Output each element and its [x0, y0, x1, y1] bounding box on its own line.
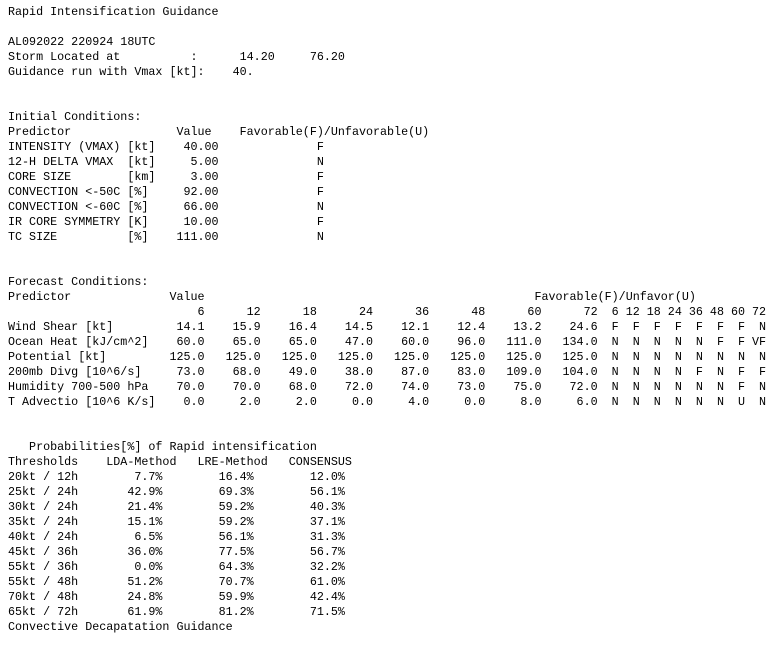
guidance-text-report	[8, 5, 766, 635]
probability-row: 35kt / 24h 15.1% 59.2% 37.1%	[8, 515, 345, 529]
initial-conditions-row: CORE SIZE [km] 3.00 F	[8, 170, 324, 184]
blank-line	[8, 80, 766, 95]
storm-id-line: AL092022 220924 18UTC	[8, 35, 156, 49]
blank-line	[8, 20, 766, 35]
blank-line	[8, 95, 766, 110]
forecast-conditions-header: Predictor Value Favorable(F)/Unfavor(U)	[8, 290, 696, 304]
probability-row: 70kt / 48h 24.8% 59.9% 42.4%	[8, 590, 345, 604]
forecast-conditions-row: Potential [kt] 125.0 125.0 125.0 125.0 125.0 125.0 125.0 125.0 N N N N N N N N	[8, 350, 767, 364]
probability-row: 20kt / 12h 7.7% 16.4% 12.0%	[8, 470, 345, 484]
initial-conditions-row: 12-H DELTA VMAX [kt] 5.00 N	[8, 155, 324, 169]
probability-row: 55kt / 36h 0.0% 64.3% 32.2%	[8, 560, 345, 574]
forecast-conditions-row: Wind Shear [kt] 14.1 15.9 16.4 14.5 12.1 12.4 13.2 24.6 F F F F F F F N	[8, 320, 767, 334]
probabilities-heading: Probabilities[%] of Rapid intensification	[8, 440, 317, 454]
initial-conditions-row: INTENSITY (VMAX) [kt] 40.00 F	[8, 140, 324, 154]
initial-conditions-heading: Initial Conditions:	[8, 110, 142, 124]
initial-conditions-row: CONVECTION <-60C [%] 66.00 N	[8, 200, 324, 214]
guidance-vmax-line: Guidance run with Vmax [kt]: 40.	[8, 65, 254, 79]
blank-line	[8, 410, 766, 425]
blank-line	[8, 260, 766, 275]
blank-line	[8, 245, 766, 260]
forecast-conditions-heading: Forecast Conditions:	[8, 275, 149, 289]
probability-row: 65kt / 72h 61.9% 81.2% 71.5%	[8, 605, 345, 619]
forecast-conditions-row: T Advectio [10^6 K/s] 0.0 2.0 2.0 0.0 4.0 0.0 8.0 6.0 N N N N N N U N	[8, 395, 767, 409]
forecast-conditions-row: 200mb Divg [10^6/s] 73.0 68.0 49.0 38.0 87.0 83.0 109.0 104.0 N N N N F N F F	[8, 365, 767, 379]
storm-location-line: Storm Located at : 14.20 76.20	[8, 50, 345, 64]
forecast-conditions-row: Humidity 700-500 hPa 70.0 70.0 68.0 72.0 74.0 73.0 75.0 72.0 N N N N N N F N	[8, 380, 767, 394]
probability-row: 25kt / 24h 42.9% 69.3% 56.1%	[8, 485, 345, 499]
probability-row: 30kt / 24h 21.4% 59.2% 40.3%	[8, 500, 345, 514]
decapitation-guidance-heading: Convective Decapatation Guidance	[8, 620, 233, 634]
initial-conditions-row: CONVECTION <-50C [%] 92.00 F	[8, 185, 324, 199]
forecast-hours-header: 6 12 18 24 36 48 60 72 6 12 18 24 36 48 60 72	[8, 305, 767, 319]
probability-row: 45kt / 36h 36.0% 77.5% 56.7%	[8, 545, 345, 559]
forecast-conditions-row: Ocean Heat [kJ/cm^2] 60.0 65.0 65.0 47.0 60.0 96.0 111.0 134.0 N N N N N F F VF	[8, 335, 767, 349]
report-title: Rapid Intensification Guidance	[8, 5, 219, 19]
initial-conditions-row: IR CORE SYMMETRY [K] 10.00 F	[8, 215, 324, 229]
blank-line	[8, 425, 766, 440]
probability-row: 55kt / 48h 51.2% 70.7% 61.0%	[8, 575, 345, 589]
probabilities-header: Thresholds LDA-Method LRE-Method CONSENSUS	[8, 455, 352, 469]
probability-row: 40kt / 24h 6.5% 56.1% 31.3%	[8, 530, 345, 544]
initial-conditions-header: Predictor Value Favorable(F)/Unfavorable(U)	[8, 125, 430, 139]
initial-conditions-row: TC SIZE [%] 111.00 N	[8, 230, 324, 244]
